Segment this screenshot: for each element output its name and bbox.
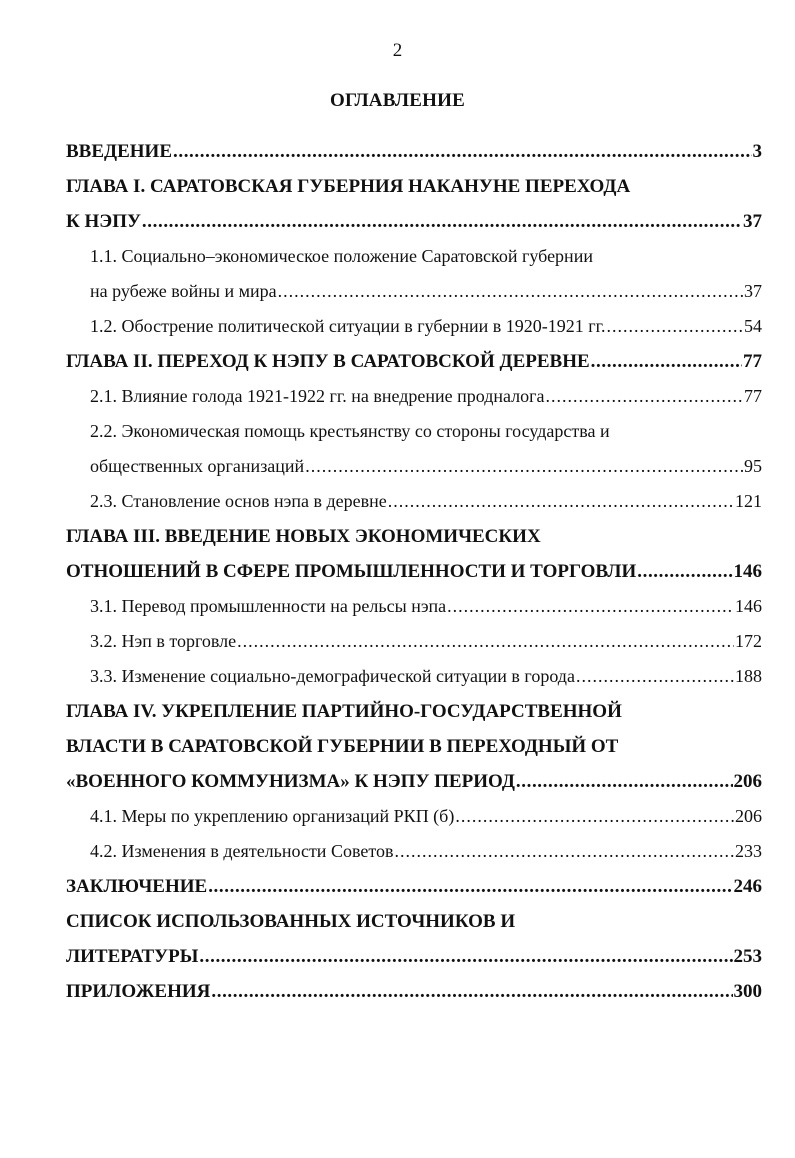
toc-entry-sources-line2[interactable]: [66, 939, 762, 974]
toc-entry-3-1[interactable]: [66, 589, 762, 624]
dot-leader: [388, 484, 734, 519]
toc-entry-2-2-line1[interactable]: [66, 414, 762, 449]
toc-entry-title: 1.1. Социально–экономическое положение Саратовской губернии: [90, 246, 593, 266]
dot-leader: [637, 554, 732, 589]
toc-entry-2-1[interactable]: [66, 379, 762, 414]
toc-entry-page: 37: [744, 281, 762, 301]
toc-entry-page: 3: [752, 141, 762, 162]
toc-entry-chapter-4-line1[interactable]: [66, 694, 762, 729]
toc-entry-chapter-4-line3[interactable]: [66, 764, 762, 799]
toc-entry-page: 77: [743, 351, 762, 372]
toc-entry-title: ЗАКЛЮЧЕНИЕ: [66, 876, 208, 897]
toc-entry-chapter-2[interactable]: [66, 344, 762, 379]
dot-leader: [237, 624, 734, 659]
dot-leader: [591, 344, 742, 379]
toc-entry-title: ПРИЛОЖЕНИЯ: [66, 981, 211, 1002]
dot-leader: [278, 274, 743, 309]
dot-leader: [455, 799, 734, 834]
dot-leader: [447, 589, 734, 624]
toc-entry-page: 172: [735, 631, 762, 651]
toc-entry-title: ОТНОШЕНИЙ В СФЕРЕ ПРОМЫШЛЕННОСТИ И ТОРГОВЛИ: [66, 561, 637, 582]
toc-entry-2-2-line2[interactable]: [66, 449, 762, 484]
toc-entry-title: 2.3. Становление основ нэпа в деревне: [90, 491, 387, 511]
toc-entry-page: 37: [743, 211, 762, 232]
dot-leader: [576, 659, 734, 694]
toc-entry-title: общественных организаций: [90, 456, 305, 476]
toc-entry-title: 3.1. Перевод промышленности на рельсы нэпа: [90, 596, 447, 616]
toc-entry-title: ЛИТЕРАТУРЫ: [66, 946, 199, 967]
dot-leader: [546, 379, 743, 414]
dot-leader: [142, 204, 742, 239]
dot-leader: [305, 449, 743, 484]
toc-entry-title: ГЛАВА III. ВВЕДЕНИЕ НОВЫХ ЭКОНОМИЧЕСКИХ: [66, 526, 541, 547]
dot-leader: [173, 134, 752, 169]
toc-entry-page: 253: [733, 946, 762, 967]
toc-entry-title: 2.2. Экономическая помощь крестьянству со стороны государства и: [90, 421, 610, 441]
toc-title: ОГЛАВЛЕНИЕ: [330, 90, 465, 111]
toc-entry-3-2[interactable]: [66, 624, 762, 659]
toc-entry-appendices[interactable]: [66, 974, 762, 1009]
toc-entry-page: 300: [733, 981, 762, 1002]
toc-entry-chapter-1-line1[interactable]: [66, 169, 762, 204]
toc-entry-page: 233: [735, 841, 762, 861]
toc-entry-1-1-line2[interactable]: [66, 274, 762, 309]
toc-entry-page: 206: [735, 806, 762, 826]
toc-entry-conclusion[interactable]: [66, 869, 762, 904]
toc-entry-title: 3.3. Изменение социально-демографической ситуации в города: [90, 666, 575, 686]
toc-entry-title: ВЛАСТИ В САРАТОВСКОЙ ГУБЕРНИИ В ПЕРЕХОДНЫЙ ОТ: [66, 736, 619, 757]
toc-entry-page: 54: [744, 316, 762, 336]
toc-entry-title: 4.1. Меры по укреплению организаций РКП (б): [90, 806, 455, 826]
dot-leader: [394, 834, 734, 869]
toc-entry-1-1-line1[interactable]: [66, 239, 762, 274]
toc-entry-title: 2.1. Влияние голода 1921-1922 гг. на внедрение продналога: [90, 386, 545, 406]
toc-entry-introduction[interactable]: [66, 134, 762, 169]
dot-leader: [606, 309, 743, 344]
dot-leader: [208, 869, 732, 904]
toc-entry-chapter-3-line1[interactable]: [66, 519, 762, 554]
toc-entry-title: 1.2. Обострение политической ситуации в губернии в 1920-1921 гг.: [90, 316, 606, 336]
dot-leader: [516, 764, 733, 799]
table-of-contents: [66, 134, 762, 1009]
page-number: 2: [392, 40, 403, 61]
toc-entry-2-3[interactable]: [66, 484, 762, 519]
toc-entry-title: на рубеже войны и мира: [90, 281, 277, 301]
toc-entry-title: «ВОЕННОГО КОММУНИЗМА» К НЭПУ ПЕРИОД: [66, 771, 515, 792]
toc-entry-title: 3.2. Нэп в торговле: [90, 631, 237, 651]
toc-entry-page: 188: [735, 666, 762, 686]
toc-entry-title: СПИСОК ИСПОЛЬЗОВАННЫХ ИСТОЧНИКОВ И: [66, 911, 516, 932]
toc-entry-page: 95: [744, 456, 762, 476]
toc-entry-page: 146: [733, 561, 762, 582]
toc-entry-1-2[interactable]: [66, 309, 762, 344]
toc-entry-page: 121: [735, 491, 762, 511]
toc-entry-chapter-3-line2[interactable]: [66, 554, 762, 589]
toc-entry-title: ГЛАВА IV. УКРЕПЛЕНИЕ ПАРТИЙНО-ГОСУДАРСТВЕННОЙ: [66, 701, 622, 722]
toc-entry-title: ГЛАВА I. САРАТОВСКАЯ ГУБЕРНИЯ НАКАНУНЕ ПЕРЕХОДА: [66, 176, 631, 197]
toc-entry-3-3[interactable]: [66, 659, 762, 694]
toc-entry-chapter-1-line2[interactable]: [66, 204, 762, 239]
toc-entry-4-1[interactable]: [66, 799, 762, 834]
toc-entry-chapter-4-line2[interactable]: [66, 729, 762, 764]
dot-leader: [211, 974, 732, 1009]
toc-entry-page: 77: [744, 386, 762, 406]
toc-entry-title: ВВЕДЕНИЕ: [66, 141, 172, 162]
toc-entry-title: ГЛАВА II. ПЕРЕХОД К НЭПУ В САРАТОВСКОЙ ДЕРЕВНЕ: [66, 351, 590, 372]
toc-entry-4-2[interactable]: [66, 834, 762, 869]
toc-entry-page: 206: [733, 771, 762, 792]
toc-entry-sources-line1[interactable]: [66, 904, 762, 939]
toc-entry-page: 146: [735, 596, 762, 616]
toc-entry-title: К НЭПУ: [66, 211, 141, 232]
toc-entry-title: 4.2. Изменения в деятельности Советов: [90, 841, 394, 861]
toc-entry-page: 246: [733, 876, 762, 897]
dot-leader: [199, 939, 732, 974]
